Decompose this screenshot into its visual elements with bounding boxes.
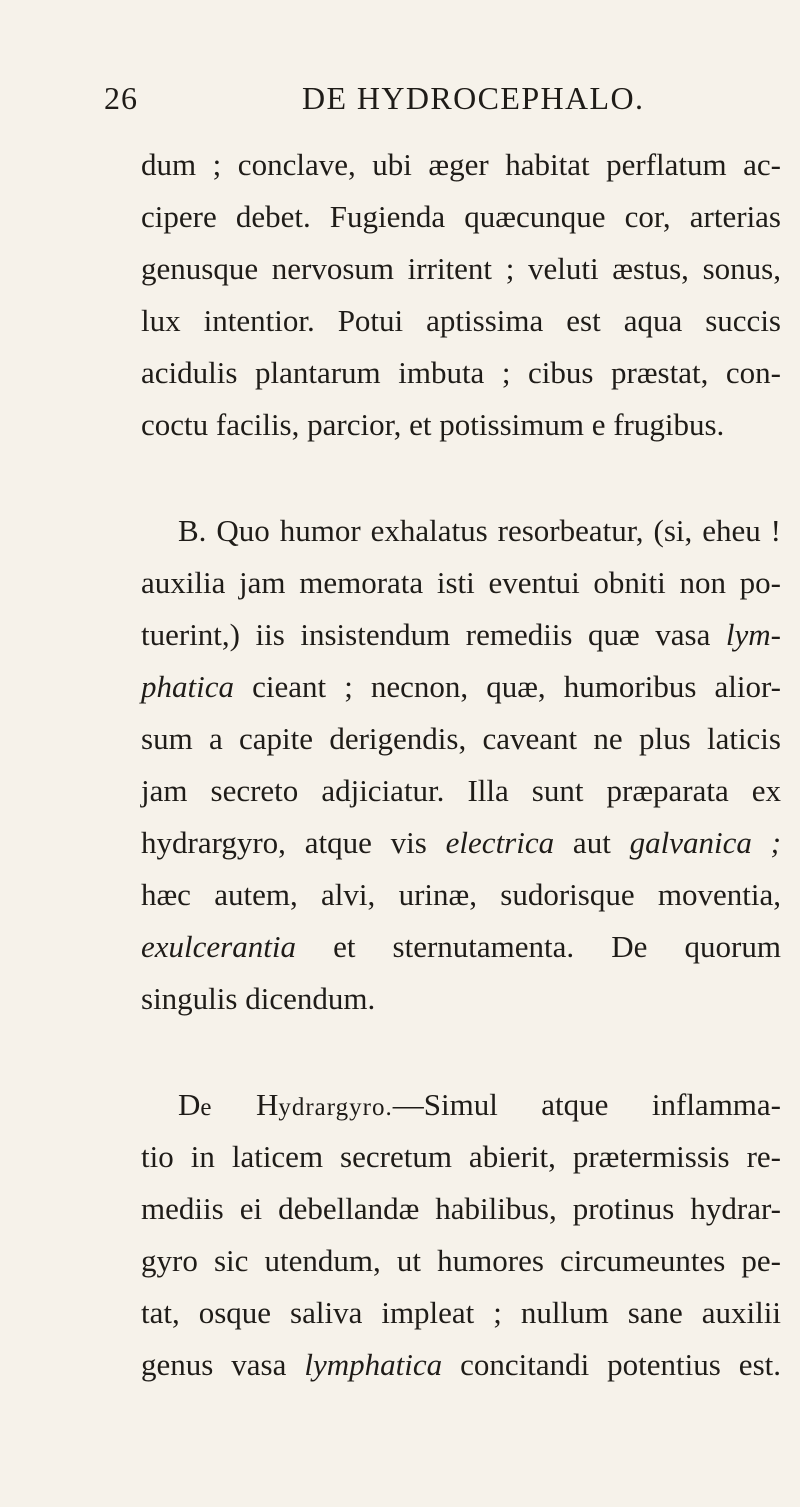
text-run: aut xyxy=(554,825,630,860)
text-run: tuerint,) iis insistendum remediis quæ vasa xyxy=(141,617,726,652)
paragraph-section-b xyxy=(141,505,781,1025)
text-run: hydrargyro, atque vis xyxy=(141,825,446,860)
text-line: tio in laticem secretum abierit, prætermissis re- xyxy=(141,1139,781,1174)
running-head: DE HYDROCEPHALO. xyxy=(302,80,645,116)
text-run: cieant ; necnon, quæ, humoribus alior- xyxy=(234,669,781,704)
paragraph-de-hydrargyro xyxy=(141,1079,781,1391)
italic-term: exulcerantia xyxy=(141,929,296,964)
section-heading: De Hydrargyro. xyxy=(178,1087,393,1122)
text-line xyxy=(141,661,781,713)
text-line: mediis ei debellandæ habilibus, protinus hydrar- xyxy=(141,1191,781,1226)
text-line xyxy=(141,921,781,973)
text-line: auxilia jam memorata isti eventui obniti non po- xyxy=(141,565,781,600)
text-run: genus vasa xyxy=(141,1347,305,1382)
text-line: dum ; conclave, ubi æger habitat perflatum ac- xyxy=(141,147,781,182)
text-line: singulis dicendum. xyxy=(141,981,376,1016)
body-text xyxy=(141,139,781,1391)
page-header xyxy=(0,78,800,118)
text-line: sum a capite derigendis, caveant ne plus laticis xyxy=(141,721,781,756)
text-line: B. Quo humor exhalatus resorbeatur, (si, eheu ! xyxy=(178,513,781,548)
text-line xyxy=(141,609,781,661)
italic-term: lymphatica xyxy=(304,1347,443,1382)
text-line: lux intentior. Potui aptissima est aqua succis xyxy=(141,303,781,338)
text-run: —Simul atque inflamma- xyxy=(392,1087,781,1122)
text-line: acidulis plantarum imbuta ; cibus præstat, con- xyxy=(141,355,781,390)
text-line: hæc autem, alvi, urinæ, sudorisque moventia, xyxy=(141,877,781,912)
text-line: genusque nervosum irritent ; veluti æstus, sonus, xyxy=(141,251,781,286)
text-line xyxy=(141,817,781,869)
text-line xyxy=(141,1339,781,1391)
text-line: coctu facilis, parcior, et potissimum e frugibus. xyxy=(141,407,725,442)
text-line: cipere debet. Fugienda quæcunque cor, arterias xyxy=(141,199,781,234)
text-line: jam secreto adjiciatur. Illa sunt præparata ex xyxy=(141,773,781,808)
italic-term: galvanica ; xyxy=(629,825,782,860)
italic-term: lym- xyxy=(725,617,781,652)
text-run: et sternutamenta. De quorum xyxy=(295,929,781,964)
italic-term: electrica xyxy=(445,825,555,860)
paragraph-regimen xyxy=(141,139,781,451)
text-line xyxy=(141,1079,781,1131)
text-run: concitandi potentius est. xyxy=(442,1347,781,1382)
text-line: tat, osque saliva impleat ; nullum sane auxilii xyxy=(141,1295,781,1330)
page-number: 26 xyxy=(104,80,138,116)
text-line: gyro sic utendum, ut humores circumeuntes pe- xyxy=(141,1243,781,1278)
italic-term: phatica xyxy=(141,669,234,704)
